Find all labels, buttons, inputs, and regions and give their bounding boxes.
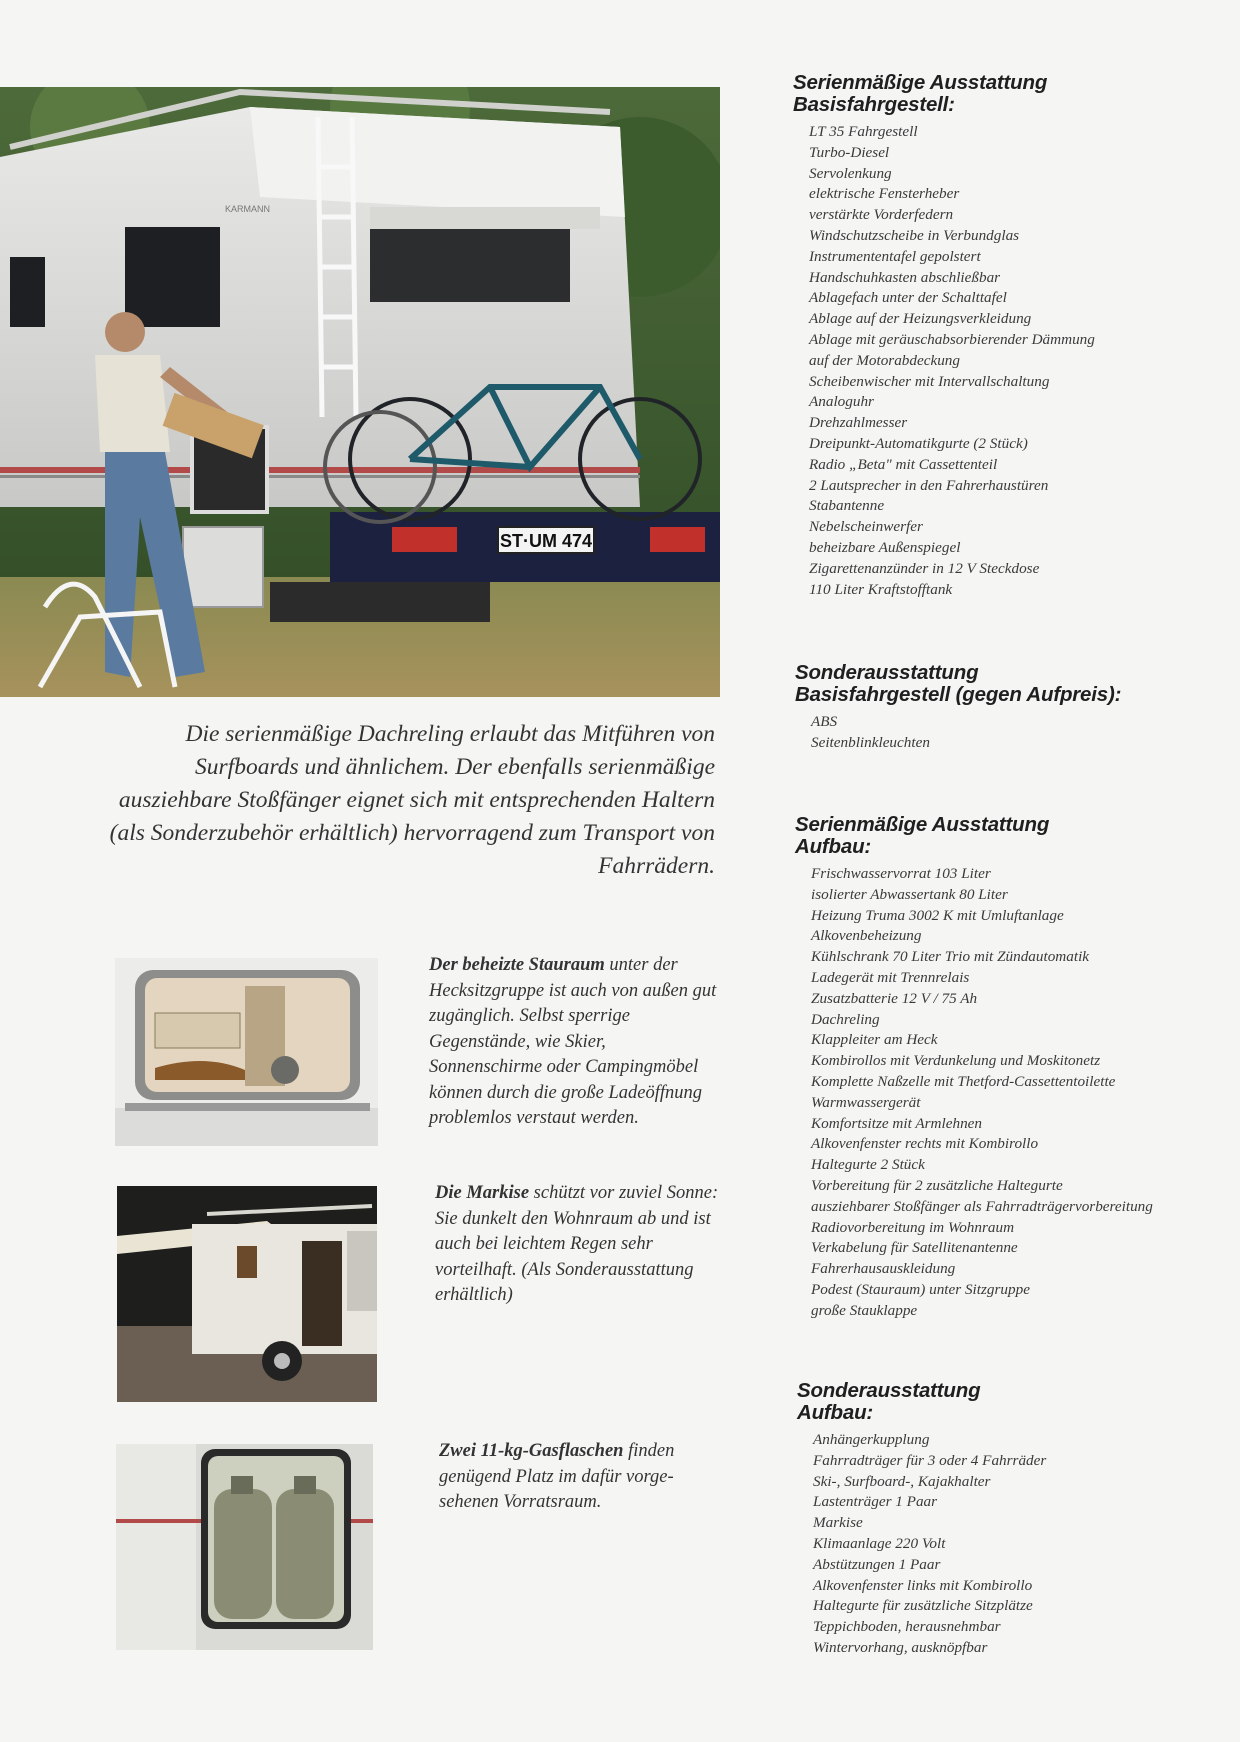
spec-item: Ski-, Surfboard-, Kajakhalter — [813, 1472, 991, 1490]
spec-item: Klappleiter am Heck — [811, 1031, 938, 1049]
spec-item: Ablage auf der Heizungsverkleidung — [809, 310, 1032, 328]
brand-text: KARMANN — [225, 204, 271, 214]
spec-base-standard-title — [793, 72, 1095, 115]
spec-list — [797, 1430, 1046, 1659]
spec-item: Servolenkung — [809, 164, 892, 182]
storage-compartment-illustration — [115, 958, 378, 1146]
spec-item: Seitenblinkleuchten — [811, 733, 930, 751]
spec-item: Wintervorhang, ausknöpfbar — [813, 1638, 988, 1656]
spec-item: Ablagefach unter der Schalttafel — [809, 289, 1007, 307]
spec-item: Radio „Beta" mit Cassettenteil — [809, 455, 998, 473]
spec-base-optional-title — [795, 662, 1121, 705]
spec-item: Windschutzscheibe in Verbundglas — [809, 226, 1020, 244]
storage-caption — [429, 953, 719, 1132]
spec-item: ausziehbarer Stoßfänger als Fahrradträgervorbereitung — [811, 1197, 1153, 1215]
spec-title-line2: Aufbau: — [797, 1400, 874, 1424]
spec-item: Alkovenbeheizung — [811, 927, 922, 945]
license-plate-text: ST·UM 474 — [499, 531, 593, 551]
spec-title-line2: Basisfahrgestell: — [793, 92, 955, 116]
awning-illustration — [117, 1186, 377, 1402]
spec-item: Fahrerhausauskleidung — [811, 1260, 956, 1278]
spec-item: Verkabelung für Satellitenantenne — [811, 1239, 1018, 1257]
hero-photo-illustration — [0, 87, 720, 697]
spec-item: Haltegurte 2 Stück — [811, 1156, 925, 1174]
spec-item: Komplette Naßzelle mit Thetford-Cassettentoilette — [811, 1072, 1116, 1090]
gas-caption-text: finden genügend Platz im dafür vorgesehenen Vorratsraum. — [439, 1441, 675, 1512]
spec-item: Turbo-Diesel — [809, 143, 890, 161]
spec-item: 110 Liter Kraftstofftank — [809, 580, 953, 598]
spec-item: Teppichboden, herausnehmbar — [813, 1618, 1001, 1636]
spec-body-optional-title — [797, 1380, 1046, 1423]
storage-caption-bold: Der beheizte Stauraum — [429, 955, 605, 975]
spec-item: Frischwasservorrat 103 Liter — [811, 865, 991, 882]
spec-item: Lastenträger 1 Paar — [813, 1493, 938, 1511]
spec-body-standard — [795, 814, 1153, 1322]
gas-cylinders-photo — [116, 1444, 373, 1650]
spec-item: Komfortsitze mit Armlehnen — [811, 1114, 983, 1132]
spec-item: auf der Motorabdeckung — [809, 351, 960, 369]
awning-photo — [117, 1186, 377, 1402]
spec-title-line1: Sonderausstattung — [795, 661, 979, 684]
spec-item: Dreipunkt-Automatikgurte (2 Stück) — [809, 434, 1028, 452]
gas-caption-bold: Zwei 11-kg-Gasflaschen — [439, 1441, 624, 1461]
spec-item: Handschuhkasten abschließbar — [809, 268, 1001, 286]
spec-item: ABS — [811, 713, 838, 730]
spec-item: Anhängerkupplung — [813, 1431, 930, 1448]
spec-item: Analoguhr — [809, 393, 874, 411]
spec-item: isolierter Abwassertank 80 Liter — [811, 885, 1008, 903]
spec-body-standard-title — [795, 814, 1153, 857]
spec-item: Alkovenfenster links mit Kombirollo — [813, 1576, 1033, 1594]
awning-caption — [435, 1181, 720, 1309]
spec-item: Radiovorbereitung im Wohnraum — [811, 1218, 1015, 1236]
spec-base-optional — [795, 662, 1121, 754]
spec-title-line2: Basisfahrgestell (gegen Aufpreis): — [795, 682, 1122, 706]
spec-item: Vorbereitung für 2 zusätzliche Haltegurte — [811, 1176, 1063, 1194]
spec-item: Zigarettenanzünder in 12 V Steckdose — [809, 559, 1040, 577]
spec-item: Alkovenfenster rechts mit Kombirollo — [811, 1135, 1039, 1153]
spec-item: Heizung Truma 3002 K mit Umluftanlage — [811, 906, 1064, 924]
spec-title-line2: Aufbau: — [795, 834, 872, 858]
spec-item: Podest (Stauraum) unter Sitzgruppe — [811, 1280, 1030, 1298]
spec-list — [795, 712, 1121, 754]
spec-item: Kühlschrank 70 Liter Trio mit Zündautomatik — [811, 948, 1090, 966]
spec-item: Drehzahlmesser — [809, 414, 908, 432]
gas-caption — [439, 1439, 724, 1516]
spec-item: Warmwassergerät — [811, 1093, 921, 1111]
spec-item: elektrische Fensterheber — [809, 185, 960, 203]
spec-body-optional — [797, 1380, 1046, 1659]
spec-item: Scheibenwischer mit Intervallschaltung — [809, 372, 1050, 390]
spec-item: Instrumententafel gepolstert — [809, 247, 981, 265]
spec-item: LT 35 Fahrgestell — [809, 123, 918, 140]
storage-caption-text: unter der Hecksitzgruppe ist auch von außen gut zugänglich. Selbst sperrige Gegenstände, wie Skier, Sonnenschirme oder Campingmöbel können durch die große Ladeöffnung problemlos verstaut werden. — [429, 955, 717, 1128]
spec-item: Ablage mit geräuschabsorbierender Dämmung — [809, 330, 1095, 348]
spec-item: Zusatzbatterie 12 V / 75 Ah — [811, 989, 978, 1007]
spec-item: Abstützungen 1 Paar — [813, 1555, 941, 1573]
spec-list — [793, 122, 1095, 600]
spec-item: Haltegurte für zusätzliche Sitzplätze — [813, 1597, 1033, 1615]
spec-title-line1: Serienmäßige Ausstattung — [793, 71, 1048, 94]
spec-item: Klimaanlage 220 Volt — [813, 1534, 946, 1552]
spec-item: Stabantenne — [809, 497, 885, 515]
spec-item: Ladegerät mit Trennrelais — [811, 968, 970, 986]
spec-item: Nebelscheinwerfer — [809, 518, 923, 536]
spec-item: große Stauklappe — [811, 1301, 918, 1319]
spec-item: 2 Lautsprecher in den Fahrerhaustüren — [809, 476, 1049, 494]
spec-item: beheizbare Außenspiegel — [809, 538, 961, 556]
awning-caption-text: schützt vor zuviel Sonne: Sie dunkelt den Wohnraum ab und ist auch bei leichtem Regen sehr vorteilhaft. (Als Sonderausstattung erhältlich) — [435, 1183, 719, 1305]
awning-caption-bold: Die Markise — [435, 1183, 530, 1203]
storage-compartment-photo — [115, 958, 378, 1146]
spec-base-standard — [793, 72, 1095, 600]
hero-caption: Die serienmäßige Dachreling erlaubt das Mitführen von Surfboards und ähnlichem. Der ebenfalls serienmäßige ausziehbare Stoßfänger eignet sich mit entsprechenden Haltern (als Sonderzubehör erhältlich) hervorragend zum Transport von Fahrrädern. — [109, 721, 715, 879]
spec-list — [795, 864, 1153, 1322]
spec-item: verstärkte Vorderfedern — [809, 206, 954, 224]
spec-title-line1: Serienmäßige Ausstattung — [795, 813, 1050, 836]
hero-photo-motorhome-bikes — [0, 87, 720, 697]
spec-item: Markise — [813, 1514, 863, 1532]
spec-item: Fahrradträger für 3 oder 4 Fahrräder — [813, 1451, 1047, 1469]
gas-cylinders-illustration — [116, 1444, 373, 1650]
spec-item: Dachreling — [811, 1010, 880, 1028]
spec-item: Kombirollos mit Verdunkelung und Moskitonetz — [811, 1052, 1101, 1070]
spec-title-line1: Sonderausstattung — [797, 1379, 981, 1402]
